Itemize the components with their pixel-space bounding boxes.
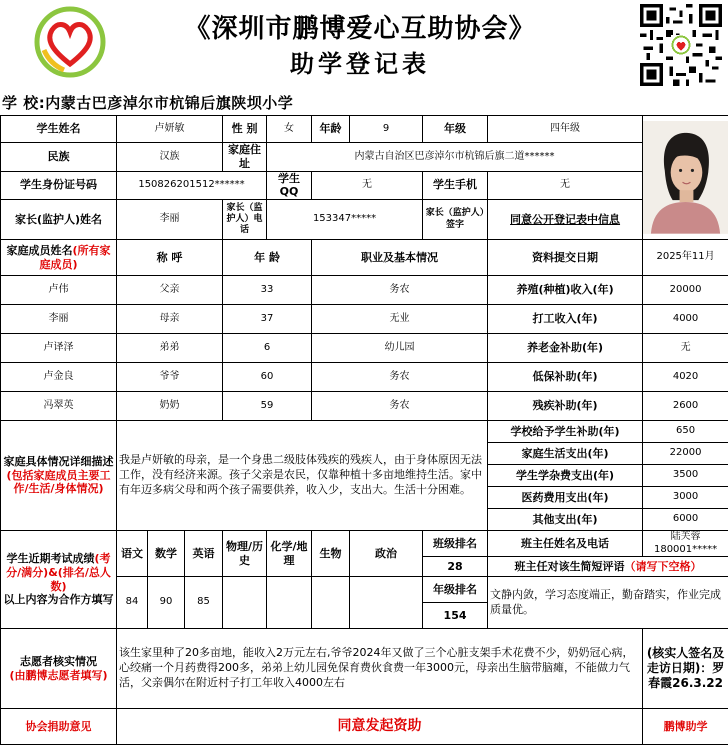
student-age: 9: [350, 116, 423, 143]
family-job-header: 职业及基本情况: [312, 240, 488, 276]
volunteer-signature: (核实人签名及走访日期)：罗春霞26.3.22: [643, 629, 728, 709]
finance-value: 4000: [643, 305, 728, 334]
subject-header: 物理/历史: [223, 531, 267, 577]
class-rank-label: 班级排名: [423, 531, 488, 557]
comment-header-label: 班主任对该生简短评语: [515, 560, 625, 573]
scores-label-fill: 以上内容为合作方填写: [4, 593, 114, 606]
subject-header: 生物: [312, 531, 350, 577]
member-job: 幼儿园: [312, 334, 488, 363]
expense-value: 650: [643, 421, 728, 443]
member-age: 59: [223, 392, 312, 421]
score-value: 84: [117, 577, 148, 629]
student-gender: 女: [267, 116, 312, 143]
finance-value: 2600: [643, 392, 728, 421]
label-student-name: 学生姓名: [1, 116, 117, 143]
row-volunteer: [1, 629, 728, 709]
expense-value: 22000: [643, 443, 728, 465]
finance-value: 20000: [643, 276, 728, 305]
score-value: 85: [185, 577, 223, 629]
score-value: [223, 577, 267, 629]
family-name-header-note: (所有家庭成员): [39, 244, 110, 271]
volunteer-label-note: (由鹏博志愿者填写): [9, 669, 107, 682]
subject-header: 政治: [350, 531, 423, 577]
scores-label: [1, 531, 117, 629]
expense-label: 家庭生活支出(年): [488, 443, 643, 465]
student-id: 150826201512******: [117, 171, 267, 200]
score-value: [312, 577, 350, 629]
score-value: [267, 577, 312, 629]
situation-text: 我是卢妍敏的母亲，是一个身患二级肢体残疾的残疾人，由于身体原因无法工作，没有经济来源。孩子父亲是农民，仅靠种植十多亩地维持生活。家中有年迈多病父母和两个孩子需要供养，收入少，支出大。生活十分困难。: [117, 421, 488, 531]
volunteer-text: 该生家里种了20多亩地，能收入2万元左右,爷爷2024年又做了三个心脏支架手术花费不少，奶奶冠心病，心绞痛一个月药费得200多，弟弟上幼儿园免保育费伙食费一年3000元，母亲出生脑带脑瘫，不能做力气活，父亲偶尔在附近村子打工年收入4000左右: [117, 629, 643, 709]
form-title: 《深圳市鹏博爱心互助协会》: [130, 8, 590, 45]
finance-label: 低保补助(年): [488, 363, 643, 392]
member-relation: 爷爷: [117, 363, 223, 392]
label-submit-date: 资料提交日期: [488, 240, 643, 276]
member-job: 务农: [312, 276, 488, 305]
student-address: 内蒙古自治区巴彦淖尔市杭锦后旗二道******: [267, 143, 643, 172]
member-name: 冯翠英: [1, 392, 117, 421]
guardian-phone: 153347*****: [267, 200, 423, 240]
situation-label: [1, 421, 117, 531]
form-subtitle: 助学登记表: [130, 44, 590, 79]
teacher-phone: 180001*****: [654, 544, 717, 555]
row-scores-header: [1, 531, 728, 557]
label-ethnicity: 民族: [1, 143, 117, 172]
opinion-text: 同意发起资助: [338, 718, 422, 734]
label-grade: 年级: [423, 116, 488, 143]
member-age: 33: [223, 276, 312, 305]
label-guardian-sign: 家长（监护人）签字: [423, 200, 488, 240]
teacher-comment: 文静内敛，学习态度端正，勤奋踏实，作业完成质量优。: [488, 577, 728, 629]
scores-label-main: 学生近期考试成绩: [6, 552, 94, 565]
member-name: 卢金良: [1, 363, 117, 392]
student-phone: 无: [488, 171, 643, 200]
class-rank: 28: [423, 557, 488, 577]
score-value: [350, 577, 423, 629]
family-row: [1, 276, 728, 305]
finance-label: 残疾补助(年): [488, 392, 643, 421]
student-photo-image: [643, 121, 728, 234]
family-age-header: 年 龄: [223, 240, 312, 276]
row-family-header: [1, 240, 728, 276]
guardian-name: 李丽: [117, 200, 223, 240]
family-row: [1, 363, 728, 392]
situation-label-main: 家庭具体情况详细描述: [4, 455, 114, 468]
expense-label: 医药费用支出(年): [488, 487, 643, 509]
student-grade: 四年级: [488, 116, 643, 143]
family-row: [1, 305, 728, 334]
member-relation: 奶奶: [117, 392, 223, 421]
subject-header: 语文: [117, 531, 148, 577]
row-footer: [1, 709, 728, 745]
row-guardian: [1, 200, 728, 240]
grade-rank-label: 年级排名: [423, 577, 488, 603]
label-age: 年龄: [312, 116, 350, 143]
finance-label: 打工收入(年): [488, 305, 643, 334]
grade-rank: 154: [423, 603, 488, 629]
score-value: 90: [148, 577, 185, 629]
member-age: 37: [223, 305, 312, 334]
member-age: 60: [223, 363, 312, 392]
scores-label-note: (考分/满分)&(排名/总人数): [6, 552, 111, 593]
family-row: [1, 334, 728, 363]
row-basic: [1, 116, 728, 143]
volunteer-label: [1, 629, 117, 709]
subject-header: 数学: [148, 531, 185, 577]
student-name: 卢妍敏: [117, 116, 223, 143]
label-phone: 学生手机: [423, 171, 488, 200]
finance-label: 养老金补助(年): [488, 334, 643, 363]
student-ethnicity: 汉族: [117, 143, 223, 172]
header: [0, 0, 728, 92]
label-guardian-phone: 家长（监护人）电话: [223, 200, 267, 240]
member-relation: 弟弟: [117, 334, 223, 363]
label-qq: 学生QQ: [267, 171, 312, 200]
opinion-label: 协会捐助意见: [1, 709, 117, 745]
school-line: [2, 92, 293, 113]
student-qq: 无: [312, 171, 423, 200]
label-gender: 性 别: [223, 116, 267, 143]
expense-value: 3000: [643, 487, 728, 509]
teacher-info: [643, 531, 728, 557]
label-id: 学生身份证号码: [1, 171, 117, 200]
student-photo: [643, 116, 728, 240]
submit-date: 2025年11月: [643, 240, 728, 276]
expense-row: [1, 421, 728, 443]
family-row: [1, 392, 728, 421]
comment-header: [488, 557, 728, 577]
expense-label: 学校给予学生补助(年): [488, 421, 643, 443]
row-ethnicity: [1, 143, 728, 172]
family-relation-header: 称 呼: [117, 240, 223, 276]
member-name: 李丽: [1, 305, 117, 334]
label-address: 家庭住址: [223, 143, 267, 172]
expense-label: 学生学杂费支出(年): [488, 465, 643, 487]
member-age: 6: [223, 334, 312, 363]
qr-code-icon: [640, 4, 722, 86]
school-label: 学 校:: [2, 94, 45, 112]
school-name: 内蒙古巴彦淖尔市杭锦后旗陕坝小学: [45, 94, 293, 112]
row-id: [1, 171, 728, 200]
comment-header-note: （请写下空格）: [625, 560, 702, 573]
expense-value: 3500: [643, 465, 728, 487]
subject-header: 英语: [185, 531, 223, 577]
expense-value: 6000: [643, 509, 728, 531]
charity-logo-icon: [34, 6, 106, 78]
finance-value: 无: [643, 334, 728, 363]
finance-label: 养殖(种植)收入(年): [488, 276, 643, 305]
member-relation: 母亲: [117, 305, 223, 334]
label-guardian: 家长(监护人)姓名: [1, 200, 117, 240]
member-relation: 父亲: [117, 276, 223, 305]
guardian-consent: 同意公开登记表中信息: [488, 200, 643, 240]
family-name-header-label: 家庭成员姓名: [6, 244, 72, 257]
teacher-name: 陆芙蓉: [671, 531, 701, 542]
situation-label-note: (包括家庭成员主要工作/生活/身体情况): [6, 469, 110, 496]
registration-table: [0, 115, 728, 745]
org-name: 鹏博助学: [643, 709, 728, 745]
member-job: 务农: [312, 363, 488, 392]
opinion-value: [117, 709, 643, 745]
member-job: 无业: [312, 305, 488, 334]
teacher-label: 班主任姓名及电话: [488, 531, 643, 557]
subject-header: 化学/地理: [267, 531, 312, 577]
member-name: 卢伟: [1, 276, 117, 305]
finance-value: 4020: [643, 363, 728, 392]
member-job: 务农: [312, 392, 488, 421]
family-name-header: [1, 240, 117, 276]
volunteer-label-main: 志愿者核实情况: [20, 655, 97, 668]
expense-label: 其他支出(年): [488, 509, 643, 531]
member-name: 卢译泽: [1, 334, 117, 363]
